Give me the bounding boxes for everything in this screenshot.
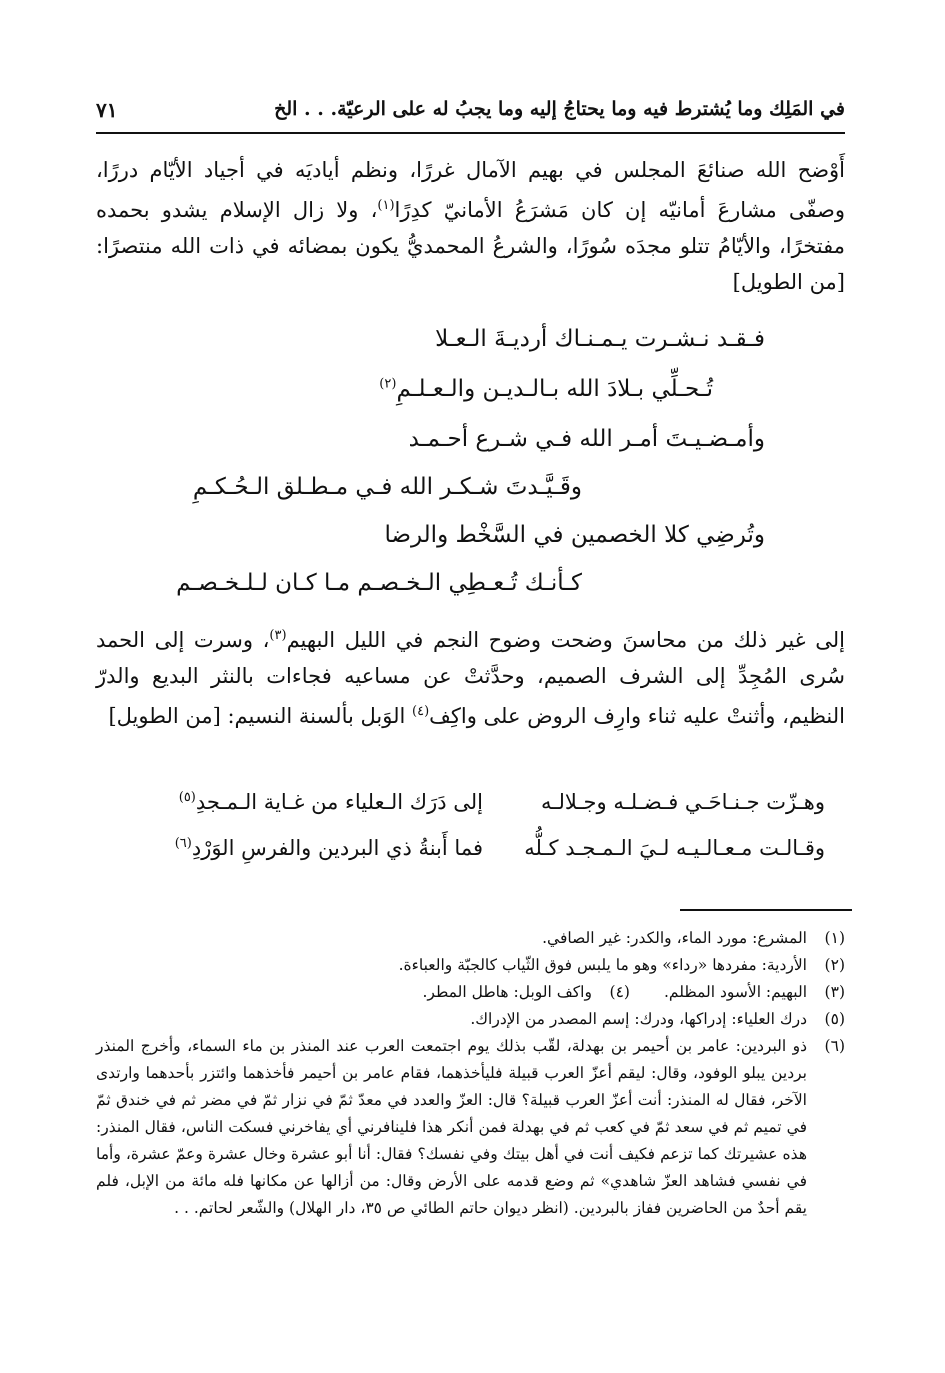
running-header — [96, 88, 845, 134]
poem-2-verse-1-first: وهـزّت جـنـاحَـي فـضـلـه وجـلالـه — [541, 790, 825, 814]
paragraph-2-text-a: إلى غير ذلك من محاسنَ وضحت وضوح النجم في الليل البهيم — [286, 628, 845, 652]
footnote-6 — [96, 1033, 845, 1222]
footnote-ref-4: (٤) — [412, 704, 430, 719]
footnote-number: (٣) — [824, 983, 845, 1001]
footnote-5 — [96, 1006, 845, 1033]
page-number: ٧١ — [96, 98, 118, 122]
poem-line-text: وقَـيَّـدتَ شـكـر الله فـي مـطـلق الـحُـكـمِ — [192, 474, 582, 500]
footnote-number: (٢) — [824, 956, 845, 974]
footnote-text: الأردية: مفردها «رداء» وهو ما يلبس فوق الثّياب كالجبّة والعباءة. — [398, 956, 807, 974]
poem-2-verse-2-first: وقـالـت مـعـالـيـه لـيَ الـمـجـد كـلُّه — [524, 836, 825, 860]
poem-line-text: فـقـد نـشـرت يـمـنـاك أرديـةَ الـعـلا — [435, 326, 765, 352]
footnote-ref-3: (٣) — [269, 628, 287, 643]
paragraph-2-text-c: الوَبل بألسنة النسيم: [من الطويل] — [108, 704, 412, 728]
footnote-number: (٤) — [609, 983, 630, 1001]
poem-1-line-1 — [435, 326, 765, 352]
paragraph-1 — [96, 152, 845, 300]
footnote-1 — [96, 925, 845, 952]
poem-line-text: تُـحـلِّي بـلادَ الله بـالـديـن والـعـلـمِ — [396, 376, 713, 402]
poem-2-verse-1-second — [179, 790, 483, 814]
hemistich-text: إلى دَرَك الـعلياء من غـاية الـمـجدِ — [195, 790, 483, 814]
footnote-ref-2: (٢) — [379, 376, 397, 392]
footnote-text: البهيم: الأسود المظلم. — [663, 983, 807, 1001]
poem-1-line-2 — [379, 376, 713, 402]
poem-line-text: وأمـضـيـتَ أمـر الله فـي شـرع أحـمـد — [408, 426, 765, 452]
footnote-number: (١) — [824, 929, 845, 947]
paragraph-1-text-b: ، ولا زال الإسلام يشدو بحمده مفتخرًا، والأيّامُ تتلو مجدَه سُورًا، والشرعُ المحمديُّ يكون بمضائه في ذات الله منتصرًا: [من الطويل] — [96, 198, 845, 294]
poem-2-verse-2-second — [175, 836, 483, 860]
poem-1-line-3 — [409, 426, 765, 452]
header-title: في المَلِك وما يُشترط فيه وما يحتاجُ إليه وما يجبُ له على الرعيّة. . . الخ — [274, 98, 845, 120]
footnote-separator — [680, 909, 852, 911]
poem-1-line-6 — [176, 570, 582, 596]
poem-line-text: وتُرضِي كلا الخصمين في السَّخْط والرضا — [384, 522, 765, 548]
poem-1-line-4 — [193, 474, 582, 500]
footnote-4 — [422, 979, 629, 1006]
footnotes — [96, 925, 845, 1222]
footnote-text: المشرع: مورد الماء، والكدر: غير الصافي. — [542, 929, 807, 947]
footnote-text: ذو البردين: عامر بن أحيمر بن بهدلة، لقّب بذلك يوم اجتمعت العرب عند المنذر بن ماء السماء، وأخرج المنذر بردين يبلو الوفود، وقال: ليقم أعزّ العرب قبيلة فليأخذهما، فقام عامر بن أحيمر فأخذهما وائتزر بأحدهما وارتدى الآخر، فقال له المنذر: أنت أعزّ العرب قبيلة؟ قال: العزّ والعدد في معدّ ثمّ في نزار ثمّ في مضر ثم في خندق ثمّ في تميم ثم في سعد ثمّ في كعب ثم في بهدلة فمن أنكر هذا فلينافرني أي يفاخرني فسكت الناس، فقال المنذر: هذه عشيرتك كما تزعم فكيف أنت في أهل بيتك وفي نفسك؟ فقال: أنا أبو عشرة وخال عشرة وعمّ عشرة، وأما في نفسي فشاهد العزّ شاهدي» ثم وضع قدمه على الأرض وقال: من أزالها عن مكانها فله مائة من الإبل، فلم يقم أحدٌ من الحاضرين ففاز بالبردين. (انظر ديوان حاتم الطائي ص ٣٥، دار الهلال) والشّعر لحاتم. . . — [96, 1037, 807, 1217]
footnote-2 — [96, 952, 845, 979]
footnote-text: درك العلياء: إدراكها، ودرك: إسم المصدر من الإدراك. — [470, 1010, 807, 1028]
paragraph-2 — [96, 618, 845, 734]
hemistich-text: فما أَبنةُ ذي البردين والفرسِ الوَرْدِ — [191, 836, 483, 860]
footnote-ref-5: (٥) — [178, 790, 196, 805]
poem-line-text: كـأنـك تُـعـطِي الـخـصـم مـا كـان لـلـخـصـم — [176, 570, 582, 596]
footnote-number: (٥) — [824, 1010, 845, 1028]
footnote-ref-1: (١) — [377, 198, 395, 213]
footnote-text: واكف الوبل: هاطل المطر. — [422, 983, 592, 1001]
footnote-row-3-4 — [96, 979, 845, 1006]
footnote-3 — [664, 979, 845, 1006]
footnote-ref-6: (٦) — [174, 836, 192, 851]
poem-1-line-5 — [384, 522, 765, 548]
footnote-number: (٦) — [824, 1037, 845, 1055]
paragraph-1-text-a: أَوْضح الله صنائعَ المجلس في بهيم الآمال غررًا، ونظم أياديَه في أجياد الأيّام دررًا، وصفّى مشارعَ أمانيّه إن كان مَشرَعُ الأمانيّ كدِرًا — [96, 158, 845, 222]
paragraph-2-text-b: ، وسرت إلى الحمد سُرى المُجِدِّ إلى الشرف الصميم، وحدَّثتْ عن مساعيه فجاءات بالنثر البديع والدرّ النظيم، وأثنتْ عليه ثناء وارِف الروض على واكِف — [96, 628, 845, 728]
